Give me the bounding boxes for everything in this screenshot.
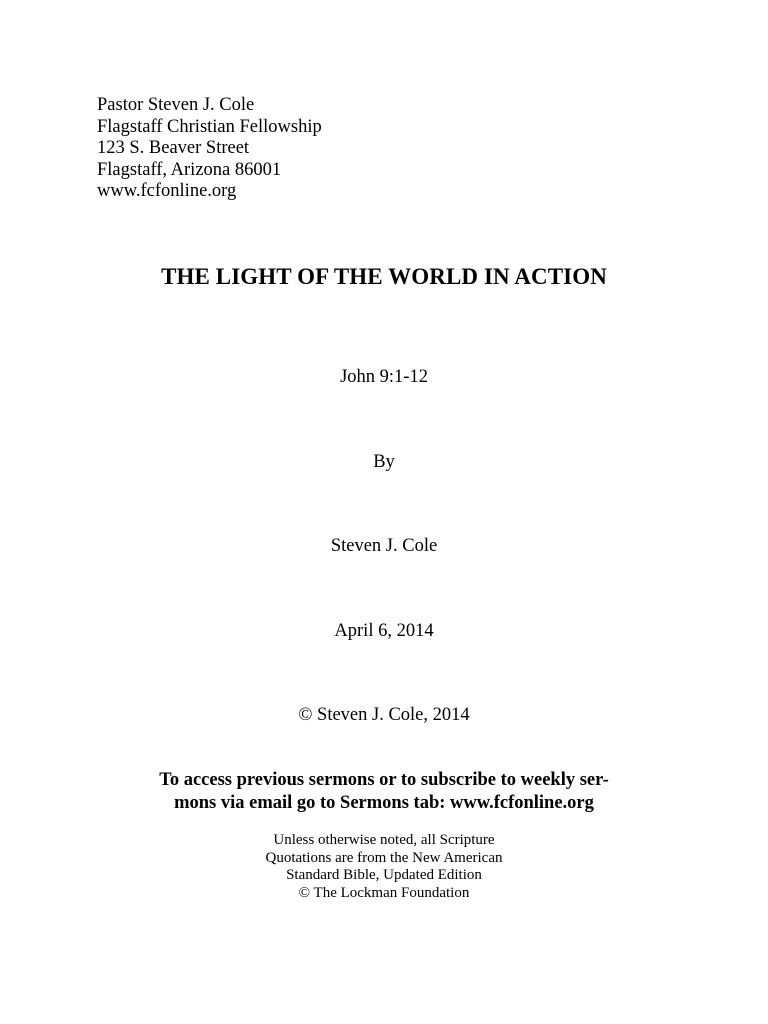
note-line-1: Unless otherwise noted, all Scripture [273,832,495,848]
author-name: Steven J. Cole [330,536,438,556]
access-info-line-2: mons via email go to Sermons tab: www.fcfonline.org [174,793,594,813]
access-info-line-1: To access previous sermons or to subscribe to weekly ser- [159,770,609,790]
sermon-date: April 6, 2014 [334,621,434,641]
address-street: 123 S. Beaver Street [97,138,250,158]
note-line-2: Quotations are from the New American [265,849,503,866]
address-pastor-name: Pastor Steven J. Cole [97,95,255,115]
address-church-name: Flagstaff Christian Fellowship [97,116,322,137]
sermon-title: THE LIGHT OF THE WORLD IN ACTION [161,264,607,289]
copyright-notice: © Steven J. Cole, 2014 [298,705,470,725]
by-label: By [373,452,395,472]
address-city-state: Flagstaff, Arizona 86001 [97,159,282,180]
address-website: www.fcfonline.org [97,181,237,201]
scripture-version-note [0,832,768,902]
note-line-4: © The Lockman Foundation [298,884,470,901]
scripture-reference: John 9:1-12 [340,367,428,387]
address-block [97,95,322,203]
note-line-3: Standard Bible, Updated Edition [286,867,482,883]
access-info [0,769,768,815]
